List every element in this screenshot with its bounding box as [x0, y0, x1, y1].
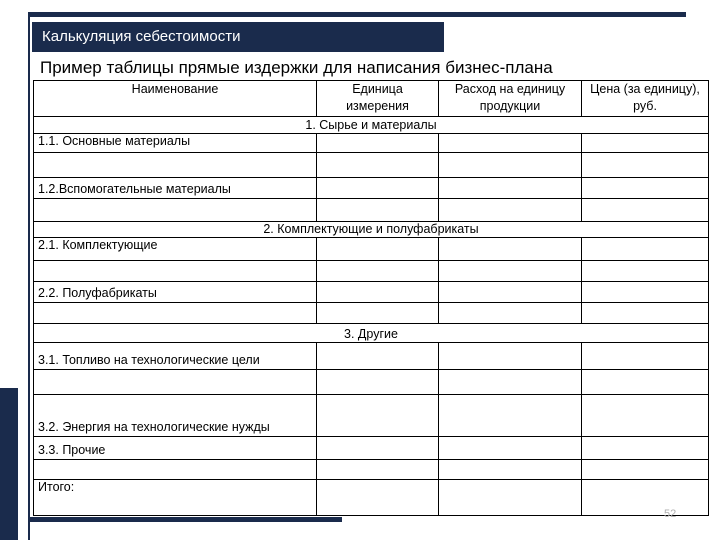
table-cell — [439, 133, 582, 152]
table-cell — [582, 133, 709, 152]
table-cell — [582, 238, 709, 261]
table-cell — [317, 342, 439, 369]
table-cell — [317, 369, 439, 394]
table-row — [34, 133, 709, 152]
table-cell — [439, 303, 582, 324]
table-row — [34, 177, 709, 198]
bottom-rule — [30, 517, 342, 522]
table-row — [34, 342, 709, 369]
left-accent-bar — [0, 388, 18, 540]
table-cell — [34, 303, 317, 324]
table-cell — [317, 459, 439, 480]
table-header-row — [34, 81, 709, 117]
column-header: Расход на единицу продукции — [439, 81, 582, 117]
column-header: Единица измерения — [317, 81, 439, 117]
section-row — [34, 221, 709, 238]
table-row — [34, 394, 709, 436]
table-row — [34, 436, 709, 459]
section-row — [34, 323, 709, 342]
row-label: 3.2. Энергия на технологические нужды — [34, 394, 317, 436]
table-cell — [582, 152, 709, 177]
table-row — [34, 198, 709, 221]
table-cell — [582, 303, 709, 324]
row-label: 2.2. Полуфабрикаты — [34, 282, 317, 303]
table-cell — [582, 198, 709, 221]
table-cell — [317, 198, 439, 221]
row-label: 1.1. Основные материалы — [34, 133, 317, 152]
table-cell — [34, 152, 317, 177]
table-cell — [582, 261, 709, 282]
table-row — [34, 282, 709, 303]
table-row — [34, 303, 709, 324]
slide-subtitle: Пример таблицы прямые издержки для написания бизнес-плана — [40, 58, 553, 77]
table-cell — [34, 459, 317, 480]
section-title: 2. Комплектующие и полуфабрикаты — [34, 221, 709, 238]
top-rule — [30, 12, 686, 17]
total-row — [34, 480, 709, 516]
table-cell — [317, 238, 439, 261]
row-label: Итого: — [34, 480, 317, 516]
table-cell — [439, 436, 582, 459]
section-title: 1. Сырье и материалы — [34, 117, 709, 134]
table-row — [34, 369, 709, 394]
slide-header: Калькуляция себестоимости — [32, 22, 444, 52]
table-cell — [317, 261, 439, 282]
table-cell — [317, 152, 439, 177]
table-cell — [439, 459, 582, 480]
table-cell — [582, 436, 709, 459]
table-cell — [317, 282, 439, 303]
table-row — [34, 261, 709, 282]
left-rule — [28, 12, 30, 540]
column-header: Цена (за единицу), руб. — [582, 81, 709, 117]
table-cell — [317, 480, 439, 516]
table-cell — [439, 177, 582, 198]
row-label: 3.1. Топливо на технологические цели — [34, 342, 317, 369]
table-cell — [34, 369, 317, 394]
table-cell — [439, 282, 582, 303]
table-cell — [34, 261, 317, 282]
table-cell — [317, 133, 439, 152]
table-cell — [582, 459, 709, 480]
row-label: 1.2.Вспомогательные материалы — [34, 177, 317, 198]
table-cell — [582, 480, 709, 516]
table-row — [34, 152, 709, 177]
row-label: 3.3. Прочие — [34, 436, 317, 459]
cost-table — [33, 80, 709, 516]
table-cell — [317, 436, 439, 459]
table-cell — [439, 238, 582, 261]
table-cell — [439, 480, 582, 516]
table-cell — [439, 198, 582, 221]
table-cell — [317, 303, 439, 324]
table-row — [34, 459, 709, 480]
section-title: 3. Другие — [34, 323, 709, 342]
table-cell — [582, 177, 709, 198]
table-cell — [582, 342, 709, 369]
table-cell — [439, 369, 582, 394]
table-row — [34, 238, 709, 261]
table-cell — [582, 282, 709, 303]
table-cell — [582, 369, 709, 394]
column-header: Наименование — [34, 81, 317, 117]
table-cell — [582, 394, 709, 436]
table-cell — [439, 342, 582, 369]
table-cell — [439, 394, 582, 436]
table-cell — [317, 394, 439, 436]
section-row — [34, 117, 709, 134]
table-cell — [439, 261, 582, 282]
page-number: 52 — [664, 508, 677, 520]
row-label: 2.1. Комплектующие — [34, 238, 317, 261]
table-cell — [439, 152, 582, 177]
table-cell — [34, 198, 317, 221]
table-cell — [317, 177, 439, 198]
